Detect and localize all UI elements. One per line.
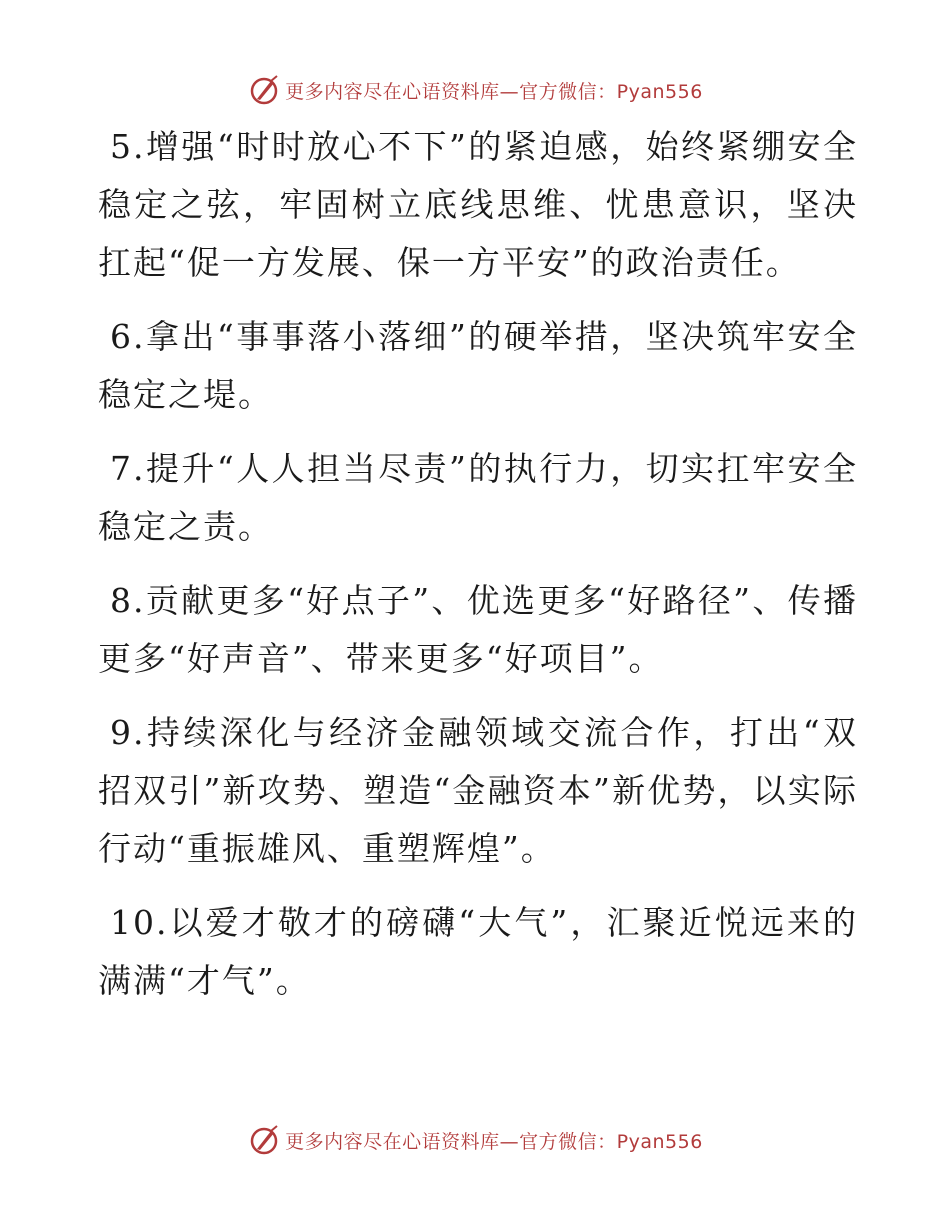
paragraph-item-9: 9.持续深化与经济金融领域交流合作，打出“双招双引”新攻势、塑造“金融资本”新优势，以实际行动“重振雄风、重塑辉煌”。 [98,713,858,868]
header-watermark [0,68,950,112]
paragraph-item-8: 8.贡献更多“好点子”、优选更多“好路径”、传播更多“好声音”、带来更多“好项目”。 [98,581,858,678]
quill-logo-icon [247,1123,281,1157]
watermark-text: 更多内容尽在心语资料库—官方微信：Pyan556 [285,1130,703,1153]
paragraph-item-6: 6.拿出“事事落小落细”的硬举措，坚决筑牢安全稳定之堤。 [98,317,858,414]
quill-logo-icon [247,73,281,107]
document-body [98,118,858,1026]
paragraph-item-5: 5.增强“时时放心不下”的紧迫感，始终紧绷安全稳定之弦，牢固树立底线思维、忧患意识，坚决扛起“促一方发展、保一方平安”的政治责任。 [98,127,858,282]
watermark-text: 更多内容尽在心语资料库—官方微信：Pyan556 [285,80,703,103]
paragraph-item-7: 7.提升“人人担当尽责”的执行力，切实扛牢安全稳定之责。 [98,449,858,546]
footer-watermark [0,1118,950,1162]
paragraph-item-10: 10.以爱才敬才的磅礴“大气”，汇聚近悦远来的满满“才气”。 [98,903,858,1000]
